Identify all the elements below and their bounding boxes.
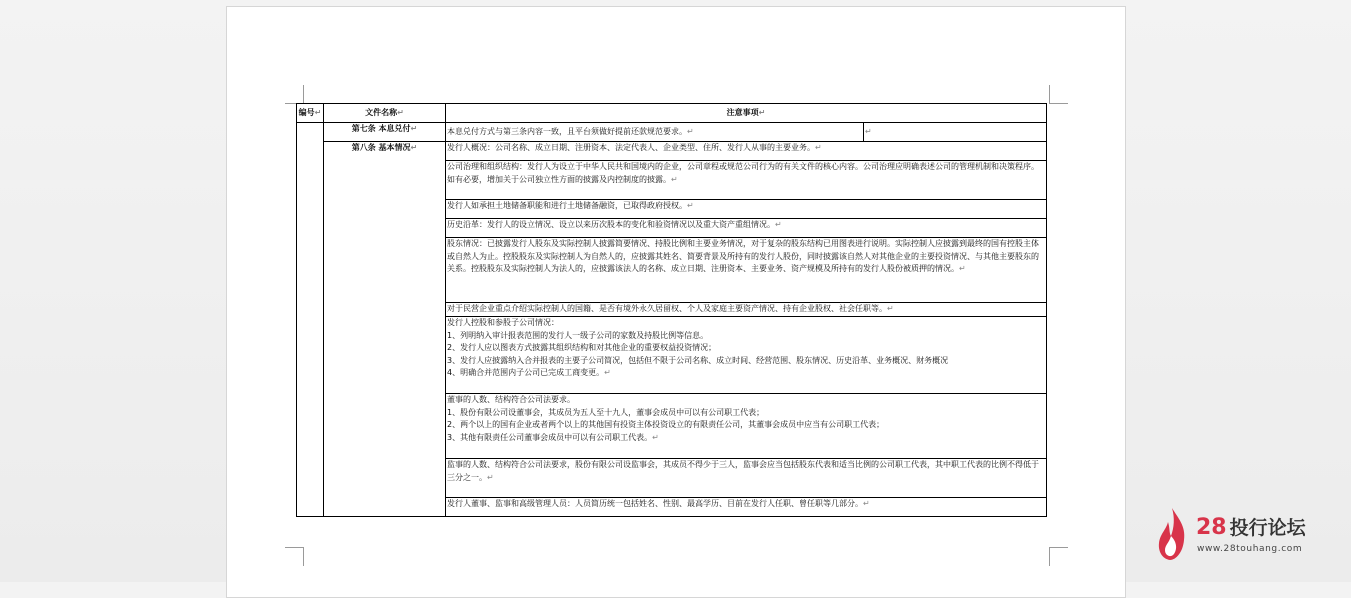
row-note: 公司治理和组织结构：发行人为设立于中华人民共和国境内的企业，公司章程或规范公司行为的有关文件的核心内容。公司治理应明确表述公司的管理机制和决策程序。如有必要，增加关于公司独立性方面的披露及内控制度的披露。↵	[446, 161, 1047, 200]
watermark-brand: 28 投行论坛	[1196, 515, 1306, 540]
row-note: 股东情况：已披露发行人股东及实际控制人披露简要情况、持股比例和主要业务情况，对于复杂的股东结构已用图表进行说明。实际控制人应披露到最终的国有控股主体或自然人为止。控股股东及实际控制人为自然人的，应披露其姓名、简要背景及所持有的发行人股份，同时披露该自然人对其他企业的主要投资情况、与其他主要股东的关系。控股股东及实际控制人为法人的，应披露该法人的名称、成立日期、注册资本、主要业务、资产规模及所持有的发行人股份被质押的情况。↵	[446, 238, 1047, 303]
requirements-table	[296, 103, 1047, 517]
header-number: 编号↵	[297, 104, 324, 123]
table-header-row	[297, 104, 1047, 123]
document-page	[226, 6, 1126, 598]
header-file-name: 文件名称↵	[324, 104, 446, 123]
flame-icon	[1156, 506, 1188, 562]
row-note: 监事的人数、结构符合公司法要求，股份有限公司设监事会，其成员不得少于三人，监事会应当包括股东代表和适当比例的公司职工代表，其中职工代表的比例不得低于三分之一。↵	[446, 459, 1047, 498]
watermark-logo	[1156, 506, 1336, 562]
crop-mark-top-right	[1049, 85, 1068, 104]
row-note: 发行人董事、监事和高级管理人员：人员简历统一包括姓名、性别、最高学历、目前在发行人任职、曾任职等几部分。↵	[446, 498, 1047, 517]
table-row	[297, 123, 1047, 142]
row-name-article7: 第七条 本息兑付↵	[324, 123, 446, 142]
watermark-url: www.28touhang.com	[1197, 544, 1303, 554]
row-note: 发行人概况：公司名称、成立日期、注册资本、法定代表人、企业类型、住所、发行人从事的主要业务。↵	[446, 142, 1047, 161]
number-cell	[297, 123, 324, 517]
row-note: 历史沿革：发行人的设立情况、设立以来历次股本的变化和验资情况以及重大资产重组情况。↵	[446, 219, 1047, 238]
row-note: 对于民营企业重点介绍实际控制人的国籍、是否有境外永久居留权、个人及家庭主要资产情况、持有企业股权、社会任职等。↵	[446, 303, 1047, 317]
crop-mark-bottom-left	[285, 547, 304, 566]
row-name-article8: 第八条 基本情况↵	[324, 142, 446, 517]
row-note: 董事的人数、结构符合公司法要求。 1、股份有限公司设董事会，其成员为五人至十九人，董事会成员中可以有公司职工代表； 2、两个以上的国有企业或者两个以上的其他国有投资主体投资设立的有限责任公司，其董事会成员中应当有公司职工代表； 3、其他有限责任公司董事会成员中可以有公司职工代表。↵	[446, 394, 1047, 459]
row-note: 发行人控股和参股子公司情况： 1、列明纳入审计报表范围的发行人一级子公司的家数及持股比例等信息。 2、发行人应以图表方式披露其组织结构和对其他企业的重要权益投资情况； 3、发行人应披露纳入合并报表的主要子公司简况，包括但不限于公司名称、成立时间、经营范围、股东情况、历史沿革、业务概况、财务概况 4、明确合并范围内子公司已完成工商变更。↵	[446, 317, 1047, 394]
crop-mark-bottom-right	[1049, 547, 1068, 566]
row-note: 发行人如承担土地储备职能和进行土地储备融资，已取得政府授权。↵	[446, 200, 1047, 219]
table-row	[297, 142, 1047, 161]
header-notes: 注意事项↵	[446, 104, 1047, 123]
crop-mark-top-left	[285, 85, 304, 104]
row-extra: ↵	[864, 123, 1047, 142]
row-note: 本息兑付方式与第三条内容一致，且平台须做好提前还款规范要求。↵	[446, 123, 864, 142]
